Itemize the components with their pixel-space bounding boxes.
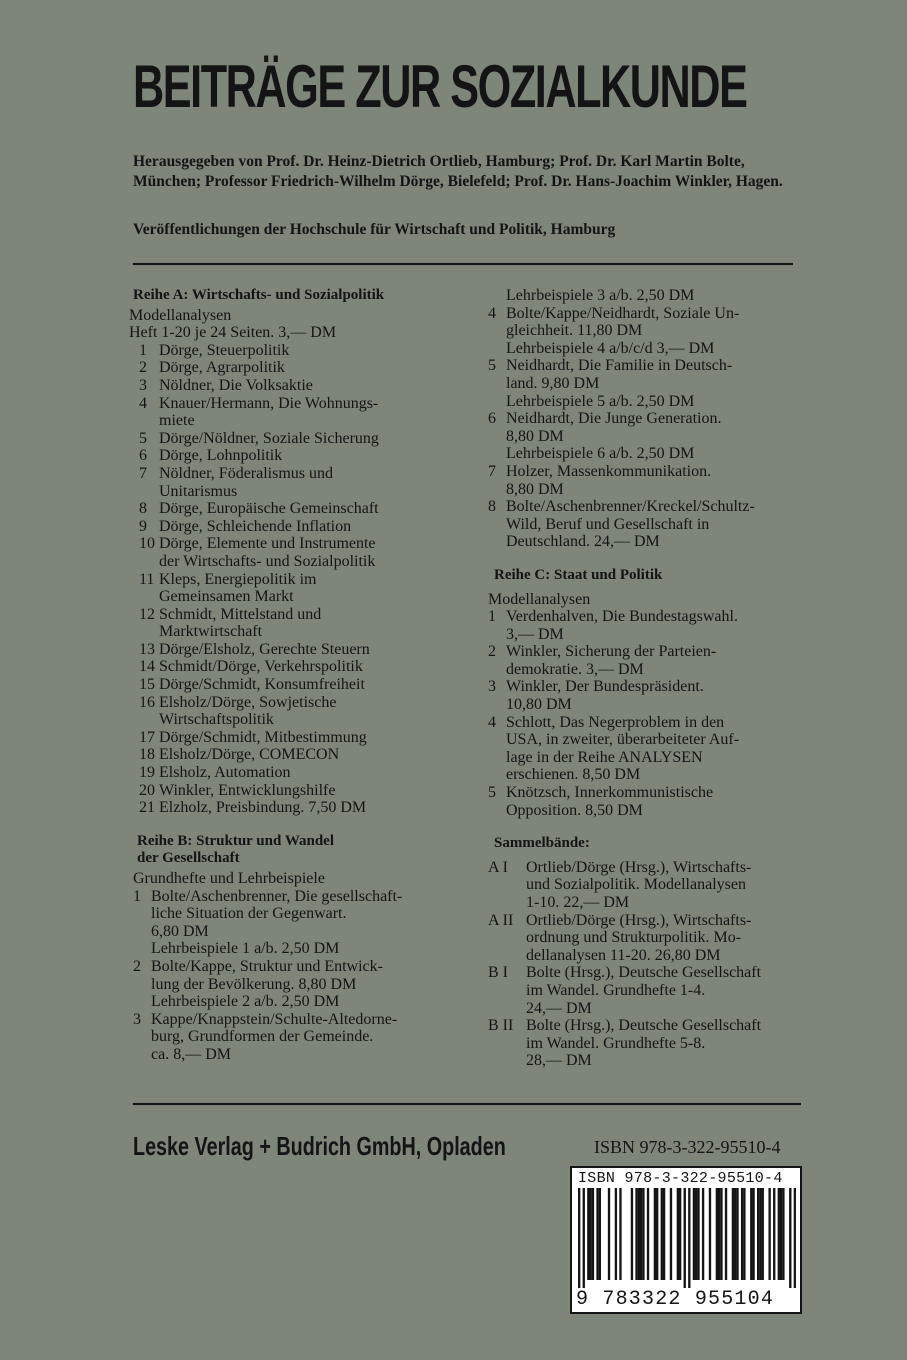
list-item	[139, 571, 433, 606]
item-number: 4	[139, 394, 147, 412]
top-divider	[133, 263, 793, 265]
list-item	[139, 465, 433, 500]
item-line: Knauer/Hermann, Die Wohnungs-	[159, 394, 379, 412]
list-item	[139, 377, 433, 395]
item-line: Ortlieb/Dörge (Hrsg.), Wirtschafts-	[526, 858, 752, 876]
item-line: Dörge/Elsholz, Gerechte Steuern	[159, 640, 370, 658]
barcode-bar	[716, 1188, 718, 1280]
reihe-b-heading-line-1: Reihe B: Struktur und Wandel	[137, 832, 334, 849]
barcode-bar	[677, 1188, 679, 1280]
item-text	[159, 799, 433, 817]
reihe-c-list	[488, 608, 808, 819]
item-number: 16	[139, 693, 155, 711]
barcode-bar	[736, 1188, 738, 1280]
list-item	[488, 305, 808, 358]
item-line: im Wandel. Grundhefte 1-4.	[526, 981, 706, 999]
item-text	[151, 1011, 433, 1064]
item-line: Bolte (Hrsg.), Deutsche Gesellschaft	[526, 964, 762, 982]
item-line: Lehrbeispiele 2 a/b. 2,50 DM	[151, 993, 340, 1011]
item-number: 3	[488, 678, 496, 696]
list-item	[488, 714, 808, 784]
barcode-bar	[720, 1188, 722, 1280]
item-text	[506, 410, 808, 463]
item-number: 5	[139, 429, 147, 447]
item-line: Dörge/Schmidt, Mitbestimmung	[159, 728, 367, 746]
list-item	[139, 342, 433, 360]
barcode-bar	[757, 1188, 759, 1280]
barcode-bar	[734, 1188, 736, 1280]
item-number: 5	[488, 784, 496, 802]
item-text	[159, 782, 433, 800]
item-line: Dörge, Lohnpolitik	[159, 447, 283, 465]
item-number: 2	[488, 643, 496, 661]
item-text	[151, 958, 433, 1011]
item-line: Elsholz/Dörge, COMECON	[159, 746, 340, 764]
reihe-a-list	[139, 342, 433, 817]
barcode-bar	[638, 1188, 640, 1280]
list-item	[133, 958, 433, 1011]
list-item	[488, 859, 808, 912]
item-line: 28,— DM	[526, 1052, 592, 1070]
list-item	[139, 430, 433, 448]
item-number: 10	[139, 535, 155, 553]
barcode-bar	[589, 1188, 591, 1280]
item-number: 17	[139, 728, 155, 746]
item-text	[506, 357, 808, 410]
reihe-b-intro	[133, 870, 433, 888]
barcode-bar	[596, 1188, 598, 1280]
item-line: Schmidt, Mittelstand und	[159, 605, 322, 623]
barcode-bar	[768, 1188, 770, 1280]
item-line: 24,— DM	[526, 999, 592, 1017]
item-text	[526, 1017, 808, 1070]
item-line: 10,80 DM	[506, 696, 572, 714]
intro-line: Modellanalysen	[129, 306, 232, 324]
item-text	[159, 658, 433, 676]
item-line: Lehrbeispiele 1 a/b. 2,50 DM	[151, 940, 340, 958]
list-item	[488, 498, 808, 551]
item-line: 6,80 DM	[151, 922, 209, 940]
item-line: Nöldner, Die Volksaktie	[159, 376, 313, 394]
barcode-bar	[743, 1188, 745, 1280]
item-number	[488, 287, 506, 305]
barcode-bar	[640, 1188, 642, 1280]
series-title: BEITRÄGE ZUR SOZIALKUNDE	[133, 53, 747, 120]
item-line: Winkler, Entwicklungshilfe	[159, 781, 336, 799]
reihe-b-heading	[137, 833, 433, 868]
item-line: Verdenhalven, Die Bundestagswahl.	[506, 608, 738, 626]
list-item	[488, 912, 808, 965]
reihe-c-intro	[488, 591, 808, 609]
sammelbaende-heading: Sammelbände:	[494, 835, 590, 852]
barcode-bar	[741, 1188, 743, 1280]
item-number: 4	[488, 713, 496, 731]
item-text	[159, 535, 433, 570]
item-number: 18	[139, 746, 155, 764]
bottom-divider	[133, 1103, 801, 1105]
item-line: Lehrbeispiele 3 a/b. 2,50 DM	[506, 287, 695, 304]
barcode-bar	[684, 1188, 686, 1288]
item-text	[159, 729, 433, 747]
item-line: Winkler, Sicherung der Parteien-	[506, 643, 717, 661]
list-item	[488, 678, 808, 713]
barcode-bar	[688, 1188, 690, 1288]
item-number: 8	[488, 498, 496, 516]
item-text	[526, 912, 808, 965]
barcode-bar	[702, 1188, 704, 1280]
barcode-bar	[778, 1188, 780, 1280]
publication-note: Veröffentlichungen der Hochschule für Wirtschaft und Politik, Hamburg	[133, 221, 616, 238]
item-text	[159, 764, 433, 782]
barcode-bar	[583, 1188, 585, 1288]
item-line: Elzholz, Preisbindung. 7,50 DM	[159, 799, 367, 817]
list-item	[488, 1017, 808, 1070]
item-line: Holzer, Massenkommunikation.	[506, 462, 712, 480]
barcode-bar	[599, 1188, 601, 1280]
item-line: Bolte/Kappe/Neidhardt, Soziale Un-	[506, 304, 740, 322]
list-item	[139, 518, 433, 536]
item-text	[506, 678, 808, 713]
reihe-c-heading: Reihe C: Staat und Politik	[494, 566, 663, 583]
barcode-bar	[789, 1188, 791, 1288]
item-number: 15	[139, 676, 155, 694]
barcode-bar	[693, 1188, 695, 1280]
list-item	[139, 641, 433, 659]
item-line: demokratie. 3,— DM	[506, 660, 644, 678]
item-line: der Wirtschafts- und Sozialpolitik	[159, 552, 376, 570]
item-text	[159, 606, 433, 641]
barcode-bar	[695, 1188, 697, 1280]
item-text	[159, 571, 433, 606]
item-line: Deutschland. 24,— DM	[506, 533, 660, 551]
item-text	[506, 643, 808, 678]
list-item	[139, 694, 433, 729]
sammelbaende-list	[488, 859, 808, 1070]
barcode-bar	[670, 1188, 672, 1280]
item-line: Dörge/Nöldner, Soziale Sicherung	[159, 429, 379, 447]
item-line: Gemeinsamen Markt	[159, 588, 294, 606]
list-item	[133, 1011, 433, 1064]
intro-line: Grundhefte und Lehrbeispiele	[133, 870, 325, 887]
item-number: 8	[139, 500, 147, 518]
reihe-b-list	[133, 888, 433, 1064]
item-text	[159, 746, 433, 764]
item-number: 7	[488, 462, 496, 480]
barcode-bar	[587, 1188, 589, 1280]
ean-barcode	[578, 1188, 796, 1288]
item-line: Dörge, Steuerpolitik	[159, 341, 290, 359]
item-text	[159, 676, 433, 694]
item-line: Kleps, Energiepolitik im	[159, 570, 317, 588]
barcode-bar	[663, 1188, 665, 1280]
list-item	[139, 395, 433, 430]
item-line: Dörge, Elemente und Instrumente	[159, 535, 376, 553]
item-line: Wild, Beruf und Gesellschaft in	[506, 515, 710, 533]
item-text	[526, 964, 808, 1017]
list-item	[488, 463, 808, 498]
list-item	[139, 658, 433, 676]
barcode-bar	[608, 1188, 610, 1280]
item-line: Winkler, Der Bundespräsident.	[506, 678, 704, 696]
item-line: Lehrbeispiele 4 a/b/c/d 3,— DM	[506, 339, 715, 357]
reihe-a-heading: Reihe A: Wirtschafts- und Sozialpolitik	[133, 287, 385, 303]
reihe-a-intro	[129, 307, 433, 342]
left-column	[129, 287, 433, 1064]
item-text	[506, 463, 808, 498]
item-line: im Wandel. Grundhefte 5-8.	[526, 1034, 706, 1052]
editors-statement: Herausgegeben von Prof. Dr. Heinz-Dietrich Ortlieb, Hamburg; Prof. Dr. Karl Martin Bolte, München; Professor Friedrich-Wilhelm Dörge, Bielefeld; Prof. Dr. Hans-Joachim Winkler, Hagen.	[133, 153, 783, 190]
barcode-bar	[773, 1188, 775, 1280]
barcode-bar	[762, 1188, 764, 1280]
item-number: 19	[139, 764, 155, 782]
item-line: miete	[159, 412, 195, 430]
item-text	[506, 714, 808, 784]
barcode-bar	[642, 1188, 644, 1280]
item-line: USA, in zweiter, überarbeiteter Auf-	[506, 731, 740, 749]
barcode-bar	[679, 1188, 681, 1280]
item-line: 3,— DM	[506, 625, 564, 643]
item-number: 7	[139, 464, 147, 482]
barcode-bar	[718, 1188, 720, 1280]
list-item	[488, 357, 808, 410]
item-number: 12	[139, 605, 155, 623]
list-item	[133, 888, 433, 958]
item-number: 6	[488, 410, 496, 428]
item-text	[506, 498, 808, 551]
barcode-bar	[709, 1188, 711, 1280]
item-line: Ortlieb/Dörge (Hrsg.), Wirtschafts-	[526, 911, 752, 929]
item-number: 3	[133, 1010, 141, 1028]
list-item	[139, 764, 433, 782]
barcode-bar	[759, 1188, 761, 1280]
barcode-bar	[661, 1188, 663, 1280]
list-item	[139, 535, 433, 570]
item-line: Neidhardt, Die Familie in Deutsch-	[506, 357, 733, 375]
item-text	[506, 305, 808, 358]
item-number: 9	[139, 517, 147, 535]
item-line: Bolte/Kappe, Struktur und Entwick-	[151, 957, 383, 975]
barcode-bar	[732, 1188, 734, 1280]
item-number: 3	[139, 376, 147, 394]
list-item	[139, 606, 433, 641]
barcode-bar	[578, 1188, 580, 1288]
item-text	[159, 359, 433, 377]
item-number: 6	[139, 447, 147, 465]
item-line: Kappe/Knappstein/Schulte-Altedorne-	[151, 1010, 398, 1028]
item-line: liche Situation der Gegenwart.	[151, 905, 347, 923]
item-number: B I	[488, 964, 508, 982]
item-line: Lehrbeispiele 5 a/b. 2,50 DM	[506, 392, 695, 410]
item-number: 1	[488, 608, 496, 626]
item-line: Unitarismus	[159, 482, 238, 500]
item-line: und Sozialpolitik. Modellanalysen	[526, 876, 746, 894]
intro-line: Modellanalysen	[488, 590, 591, 608]
barcode-bar	[782, 1188, 784, 1280]
item-line: 8,80 DM	[506, 427, 564, 445]
item-line: Dörge/Schmidt, Konsumfreiheit	[159, 676, 365, 694]
list-item	[139, 729, 433, 747]
barcode-bar	[656, 1188, 658, 1280]
item-text	[159, 518, 433, 536]
item-line: lage in der Reihe ANALYSEN	[506, 748, 703, 766]
barcode-bar	[592, 1188, 594, 1280]
list-item	[488, 964, 808, 1017]
item-number: 5	[488, 357, 496, 375]
item-line: Dörge, Europäische Gemeinschaft	[159, 500, 379, 518]
item-line: Bolte/Aschenbrenner, Die gesellschaft-	[151, 887, 403, 905]
isbn-label: ISBN 978-3-322-95510-4	[594, 1137, 781, 1157]
item-line: 1-10. 22,— DM	[526, 894, 630, 911]
item-number: 14	[139, 658, 155, 676]
item-line: Bolte (Hrsg.), Deutsche Gesellschaft	[526, 1017, 762, 1035]
list-item	[488, 608, 808, 643]
item-line: ca. 8,— DM	[151, 1045, 231, 1063]
item-line: gleichheit. 11,80 DM	[506, 322, 643, 340]
barcode-digits: 9 783322 955104	[576, 1288, 775, 1311]
barcode-bar	[635, 1188, 637, 1280]
item-text	[159, 430, 433, 448]
item-line: Lehrbeispiele 6 a/b. 2,50 DM	[506, 445, 695, 463]
list-item	[139, 500, 433, 518]
item-number: 1	[133, 887, 141, 905]
barcode-bar	[725, 1188, 727, 1280]
item-number: 2	[139, 359, 147, 377]
barcode-bar	[654, 1188, 656, 1280]
item-line: burg, Grundformen der Gemeinde.	[151, 1028, 374, 1046]
item-text	[526, 859, 808, 912]
barcode-bar	[619, 1188, 621, 1280]
item-line: land. 9,80 DM	[506, 374, 600, 392]
item-line: Dörge, Agrarpolitik	[159, 359, 285, 377]
item-number: 4	[488, 304, 496, 322]
list-item	[488, 643, 808, 678]
item-text	[506, 608, 808, 643]
item-line: Knötzsch, Innerkommunistische	[506, 784, 714, 802]
barcode-bar	[647, 1188, 649, 1280]
item-text	[159, 694, 433, 729]
item-number: B II	[488, 1017, 514, 1035]
item-line: dellanalysen 11-20. 26,80 DM	[526, 946, 721, 964]
item-number: 11	[139, 570, 155, 588]
item-line: Wirtschaftspolitik	[159, 711, 274, 729]
list-item	[488, 410, 808, 463]
item-text	[159, 641, 433, 659]
barcode-bar	[794, 1188, 796, 1288]
barcode-box	[570, 1166, 802, 1314]
item-number: A II	[488, 911, 514, 929]
item-number: 1	[139, 341, 147, 359]
item-text	[159, 395, 433, 430]
item-line: ordnung und Strukturpolitik. Mo-	[526, 929, 742, 947]
item-text	[159, 377, 433, 395]
barcode-bar	[780, 1188, 782, 1280]
list-item	[139, 799, 433, 817]
barcode-bar	[750, 1188, 752, 1280]
list-item	[488, 784, 808, 819]
item-line: Marktwirtschaft	[159, 623, 263, 641]
barcode-bar	[752, 1188, 754, 1280]
list-item	[488, 287, 808, 305]
publisher-name: Leske Verlag + Budrich GmbH, Opladen	[133, 1131, 506, 1161]
reihe-b-continued-list	[488, 287, 808, 551]
item-line: Schmidt/Dörge, Verkehrspolitik	[159, 658, 363, 676]
right-column	[488, 287, 808, 1070]
item-text	[159, 465, 433, 500]
item-line: 8,80 DM	[506, 480, 564, 498]
item-number: A I	[488, 858, 508, 876]
item-line: Nöldner, Föderalismus und	[159, 464, 334, 482]
barcode-bar	[615, 1188, 617, 1280]
item-line: Dörge, Schleichende Inflation	[159, 517, 352, 535]
barcode-bar	[697, 1188, 699, 1280]
item-number: 13	[139, 640, 155, 658]
item-text	[159, 342, 433, 360]
item-line: lung der Bevölkerung. 8,80 DM	[151, 975, 357, 993]
list-item	[139, 746, 433, 764]
list-item	[139, 676, 433, 694]
item-text	[159, 447, 433, 465]
item-text	[506, 287, 808, 305]
item-line: Bolte/Aschenbrenner/Kreckel/Schultz-	[506, 498, 755, 516]
item-text	[151, 888, 433, 958]
item-number: 21	[139, 799, 155, 817]
item-line: erschienen. 8,50 DM	[506, 766, 641, 784]
item-line: Neidhardt, Die Junge Generation.	[506, 410, 722, 428]
item-line: Elsholz, Automation	[159, 764, 291, 782]
item-number: 2	[133, 957, 141, 975]
item-number: 20	[139, 781, 155, 799]
item-line: Opposition. 8,50 DM	[506, 801, 643, 819]
barcode-bar	[631, 1188, 633, 1280]
item-line: Schlott, Das Negerproblem in den	[506, 713, 725, 731]
list-item	[139, 359, 433, 377]
barcode-isbn-text: ISBN 978-3-322-95510-4	[578, 1170, 783, 1187]
intro-line: Heft 1-20 je 24 Seiten. 3,— DM	[129, 324, 337, 342]
list-item	[139, 447, 433, 465]
reihe-b-heading-line-2: der Gesellschaft	[137, 850, 240, 867]
item-text	[506, 784, 808, 819]
item-line: Elsholz/Dörge, Sowjetische	[159, 693, 337, 711]
list-item	[139, 782, 433, 800]
item-text	[159, 500, 433, 518]
